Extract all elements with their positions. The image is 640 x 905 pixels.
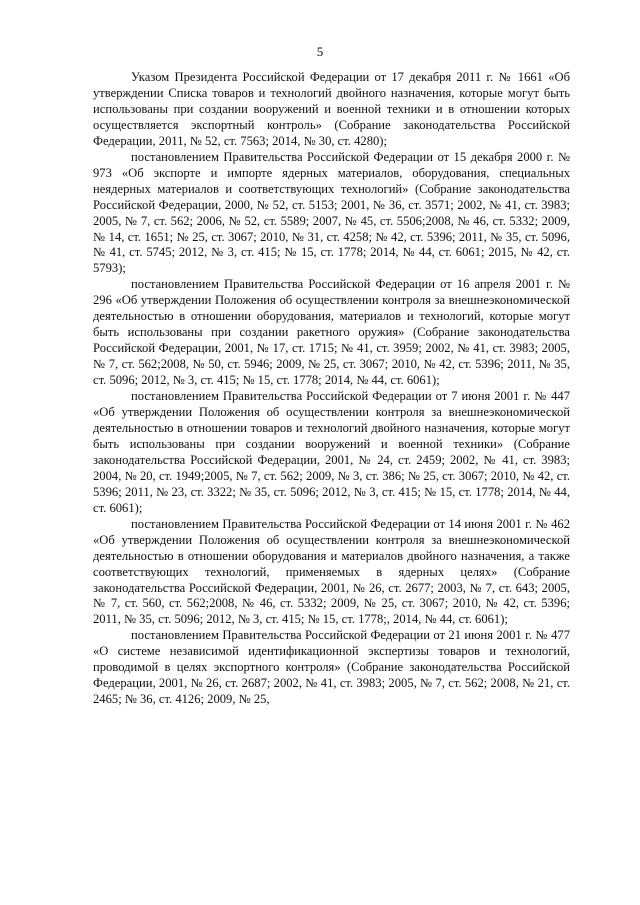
page-number: 5 bbox=[316, 44, 324, 59]
paragraph-resolution-477: постановлением Правительства Российской Федерации от 21 июня 2001 г. № 477 «О системе независимой идентификационной экспертизы товаров и технологий, проводимой в целях экспортного контроля» (Собрание законодательства Российской Федерации, 2001, № 26, ст. 2687; 2002, № 41, ст. 3983; 2005, № 7, ст. 562; 2008, № 21, ст. 2465; № 36, ст. 4126; 2009, № 25, bbox=[93, 628, 570, 707]
paragraph-presidential-decree-1661: Указом Президента Российской Федерации от 17 декабря 2011 г. № 1661 «Об утверждении Списка товаров и технологий двойного назначения, которые могут быть использованы при создании вооружений и военной техники и в отношении которых осуществляется экспортный контроль» (Собрание законодательства Российской Федерации, 2011, № 52, ст. 7563; 2014, № 30, ст. 4280); bbox=[93, 70, 570, 148]
paragraph-resolution-447: постановлением Правительства Российской Федерации от 7 июня 2001 г. № 447 «Об утверждении Положения об осуществлении контроля за внешнеэкономической деятельностью в отношении товаров и технологий двойного назначения, которые могут быть использованы при создании вооружений и военной техники» (Собрание законодательства Российской Федерации, 2001, № 24, ст. 2459; 2002, № 41, ст. 3983; 2004, № 20, ст. 1949;2005, № 7, ст. 562; 2009, № 3, ст. 386; № 25, ст. 3067; 2010, № 42, ст. 5396; 2011, № 23, ст. 3322; № 35, ст. 5096; 2012, № 3, ст. 415; № 15, ст. 1778; 2014, № 44, ст. 6061); bbox=[93, 389, 570, 515]
paragraph-resolution-296: постановлением Правительства Российской Федерации от 16 апреля 2001 г. № 296 «Об утверждении Положения об осуществлении контроля за внешнеэкономической деятельностью в отношении оборудования, материалов и технологий, которые могут быть использованы при создании ракетного оружия» (Собрание законодательства Российской Федерации, 2001, № 17, ст. 1715; № 41, ст. 3959; 2002, № 41, ст. 3983; 2005, № 7, ст. 562;2008, № 50, ст. 5946; 2009, № 25, ст. 3067; 2010, № 42, ст. 5396; 2011, № 35, ст. 5096; 2012, № 3, ст. 415; № 15, ст. 1778; 2014, № 44, ст. 6061); bbox=[93, 277, 570, 388]
document-body bbox=[93, 70, 570, 708]
paragraph-resolution-462: постановлением Правительства Российской Федерации от 14 июня 2001 г. № 462 «Об утверждении Положения об осуществлении контроля за внешнеэкономической деятельностью в отношении оборудования и материалов двойного назначения, а также соответствующих технологий, применяемых в ядерных целях» (Собрание законодательства Российской Федерации, 2001, № 26, ст. 2677; 2003, № 7, ст. 643; 2005, № 7, ст. 560, ст. 562;2008, № 46, ст. 5332; 2009, № 25, ст. 3067; 2010, № 42, ст. 5396; 2011, № 35, ст. 5096; 2012, № 3, ст. 415; № 15, ст. 1778;, 2014, № 44, ст. 6061); bbox=[93, 516, 570, 627]
paragraph-resolution-973: постановлением Правительства Российской Федерации от 15 декабря 2000 г. № 973 «Об экспорте и импорте ядерных материалов, оборудования, специальных неядерных материалов и соответствующих технологий» (Собрание законодательства Российской Федерации, 2000, № 52, ст. 5153; 2001, № 36, ст. 3571; 2002, № 41, ст. 3983; 2005, № 7, ст. 562; 2006, № 52, ст. 5589; 2007, № 45, ст. 5506;2008, № 46, ст. 5332; 2009, № 14, ст. 1651; № 25, ст. 3067; 2010, № 31, ст. 4258; № 42, ст. 5396; 2011, № 35, ст. 5096, № 41, ст. 5745; 2012, № 3, ст. 415; № 15, ст. 1778; 2014, № 44, ст. 6061; 2015, № 42, ст. 5793); bbox=[93, 149, 570, 276]
